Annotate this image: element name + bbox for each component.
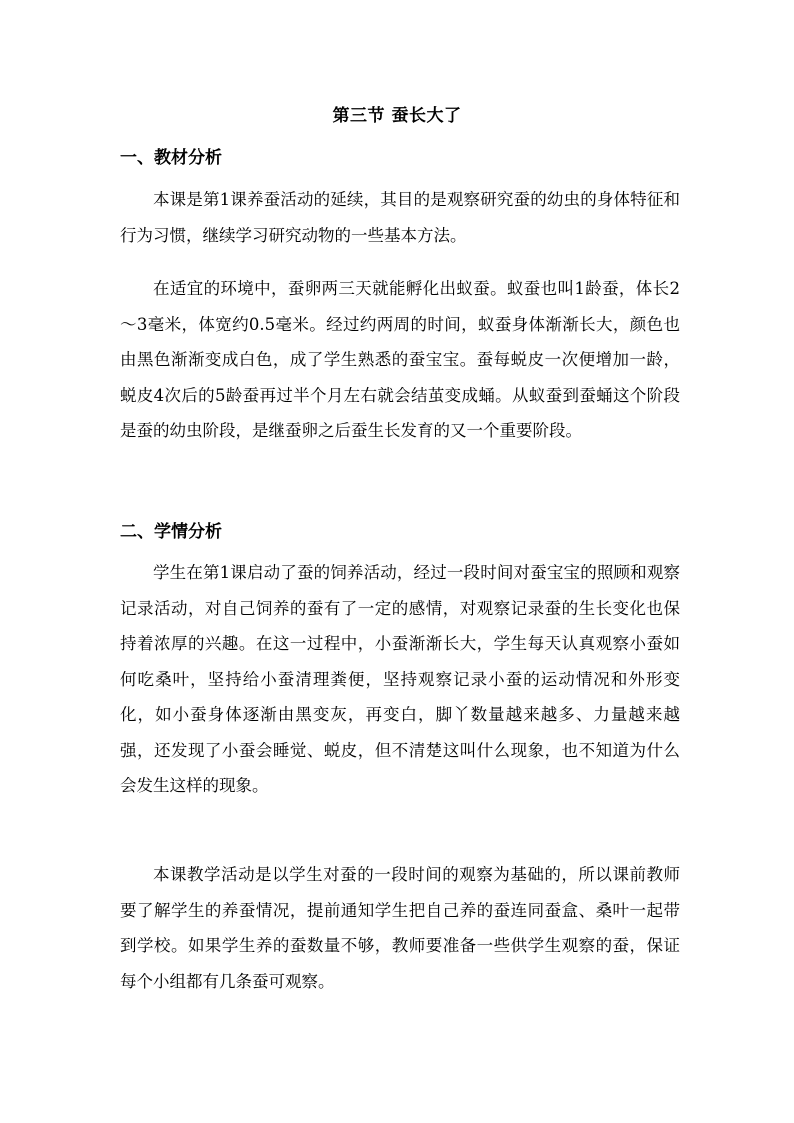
section-heading-textbook-analysis: 一、教材分析	[120, 148, 222, 168]
paragraph: 在适宜的环境中，蚕卵两三天就能孵化出蚁蚕。蚁蚕也叫1龄蚕，体长2～3毫米，体宽约0.5毫米。经过约两周的时间，蚁蚕身体渐渐长大，颜色也由黑色渐渐变成白色，成了学生熟悉的蚕宝宝。蚕每蜕皮一次便增加一龄，蜕皮4次后的5龄蚕再过半个月左右就会结茧变成蛹。从蚁蚕到蚕蛹这个阶段是蚕的幼虫阶段，是继蚕卵之后蚕生长发育的又一个重要阶段。	[120, 279, 680, 440]
section-heading-student-analysis: 二、学情分析	[120, 522, 222, 542]
paragraph: 学生在第1课启动了蚕的饲养活动，经过一段时间对蚕宝宝的照顾和观察记录活动，对自己饲养的蚕有了一定的感情，对观察记录蚕的生长变化也保持着浓厚的兴趣。在这一过程中，小蚕渐渐长大，学生每天认真观察小蚕如何吃桑叶，坚持给小蚕清理粪便，坚持观察记录小蚕的运动情况和外形变化，如小蚕身体逐渐由黑变灰，再变白，脚丫数量越来越多、力量越来越强，还发现了小蚕会睡觉、蜕皮，但不清楚这叫什么现象，也不知道为什么会发生这样的现象。	[120, 563, 680, 795]
page-title: 第三节 蚕长大了	[332, 106, 462, 126]
paragraph: 本课是第1课养蚕活动的延续，其目的是观察研究蚕的幼虫的身体特征和行为习惯，继续学习研究动物的一些基本方法。	[120, 190, 680, 245]
paragraph: 本课教学活动是以学生对蚕的一段时间的观察为基础的，所以课前教师要了解学生的养蚕情况，提前通知学生把自己养的蚕连同蚕盒、桑叶一起带到学校。如果学生养的蚕数量不够，教师要准备一些供学生观察的蚕，保证每个小组都有几条蚕可观察。	[120, 865, 680, 991]
